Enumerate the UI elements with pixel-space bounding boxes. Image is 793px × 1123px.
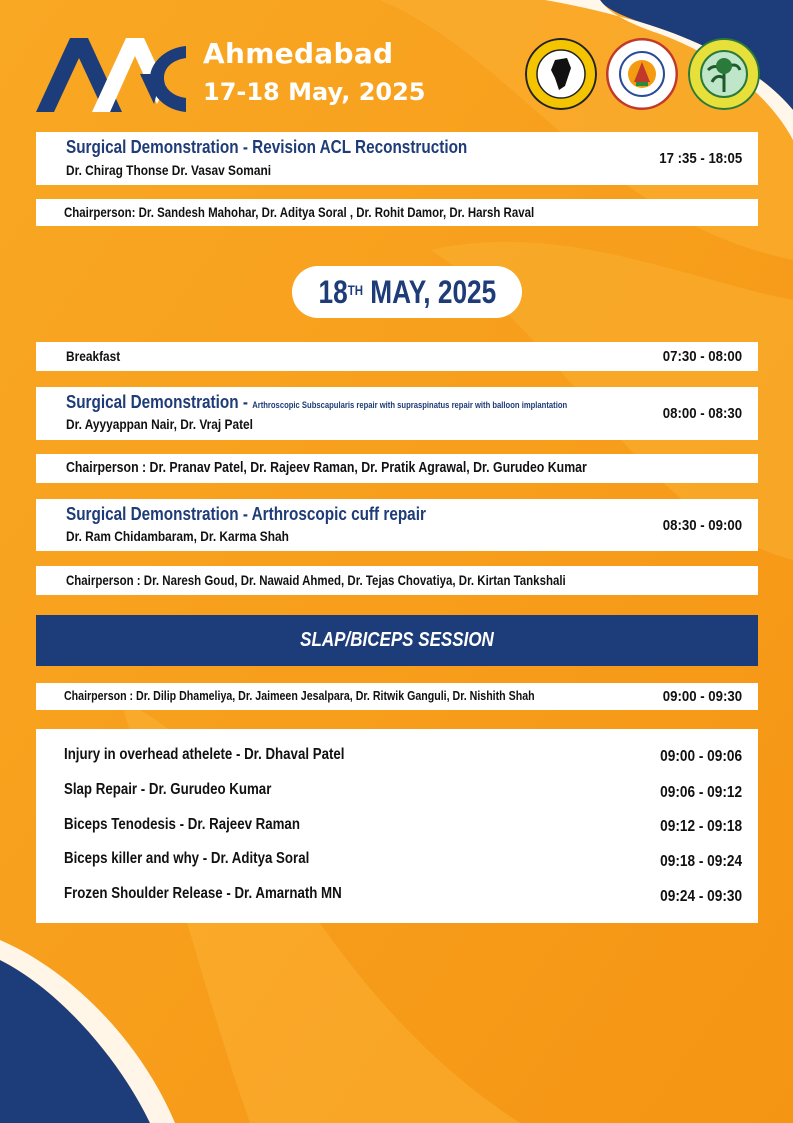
session-time: 17 :35 - 18:05 [659, 150, 742, 167]
talk-list [36, 729, 758, 923]
day-heading-text [318, 266, 496, 318]
chairperson-row [36, 199, 758, 226]
session-title-detail: Arthroscopic Subscapularis repair with supraspinatus repair with balloon implantation [252, 400, 568, 410]
breakfast-row [36, 342, 758, 371]
session-header-text: SLAP/BICEPS SESSION [300, 629, 494, 651]
chairperson-text: Chairperson : Dr. Naresh Goud, Dr. Nawaid Ahmed, Dr. Tejas Chovatiya, Dr. Kirtan Tankshali [66, 573, 566, 588]
session-time: 08:30 - 09:00 [662, 517, 742, 534]
chairperson-row [36, 683, 758, 710]
session-revision-acl [36, 132, 758, 185]
session-cuff-repair-demo [36, 499, 758, 551]
chairperson-row [36, 454, 758, 483]
session-header-slap-biceps [36, 615, 758, 666]
session-title: Surgical Demonstration - Arthroscopic cuff repair [66, 504, 426, 524]
chairperson-text: Chairperson : Dr. Pranav Patel, Dr. Rajeev Raman, Dr. Pratik Agrawal, Dr. Gurudeo Kumar [66, 460, 587, 476]
talk-title: Slap Repair - Dr. Gurudeo Kumar [64, 781, 272, 798]
talk-title: Injury in overhead athelete - Dr. Dhaval Patel [64, 746, 345, 763]
indian-arthroscopy-society-seal-icon [525, 38, 597, 110]
session-title [66, 392, 567, 413]
chairperson-text: Chairperson: Dr. Sandesh Mahohar, Dr. Aditya Soral , Dr. Rohit Damor, Dr. Harsh Raval [64, 205, 535, 220]
session-speakers: Dr. Ayyyappan Nair, Dr. Vraj Patel [66, 416, 253, 432]
session-speakers: Dr. Ram Chidambaram, Dr. Karma Shah [66, 528, 289, 544]
ahmedabad-orthopaedic-society-seal-icon [606, 38, 678, 110]
day-suffix: TH [347, 282, 363, 298]
session-title: Surgical Demonstration - Revision ACL Reconstruction [66, 137, 468, 157]
chairperson-text: Chairperson : Dr. Dilip Dhameliya, Dr. Jaimeen Jesalpara, Dr. Ritwik Ganguli, Dr. Nishith Shah [64, 689, 535, 703]
talk-time: 09:00 - 09:06 [660, 748, 742, 765]
talk-time: 09:18 - 09:24 [660, 853, 742, 870]
talk-time: 09:06 - 09:12 [660, 784, 742, 801]
talk-time: 09:12 - 09:18 [660, 818, 742, 835]
session-speakers: Dr. Chirag Thonse Dr. Vasav Somani [66, 162, 272, 178]
talk-title: Biceps Tenodesis - Dr. Rajeev Raman [64, 816, 300, 833]
event-city: Ahmedabad [203, 37, 394, 70]
talk-title: Frozen Shoulder Release - Dr. Amarnath MN [64, 885, 342, 902]
talk-time: 09:24 - 09:30 [660, 888, 742, 905]
day-heading [292, 266, 522, 318]
session-time: 08:00 - 08:30 [662, 405, 742, 422]
gujarat-orthopaedic-association-seal-icon [688, 38, 760, 110]
breakfast-time: 07:30 - 08:00 [662, 348, 742, 365]
session-subscapularis-demo [36, 387, 758, 440]
day-month-year: MAY, 2025 [362, 274, 496, 310]
session-title-main: Surgical Demonstration - [66, 392, 253, 412]
talk-title: Biceps killer and why - Dr. Aditya Soral [64, 850, 310, 867]
chairperson-row [36, 566, 758, 595]
breakfast-title: Breakfast [66, 348, 121, 364]
chairperson-time: 09:00 - 09:30 [662, 688, 742, 705]
day-number: 18 [318, 274, 348, 310]
event-dates: 17-18 May, 2025 [203, 78, 426, 106]
